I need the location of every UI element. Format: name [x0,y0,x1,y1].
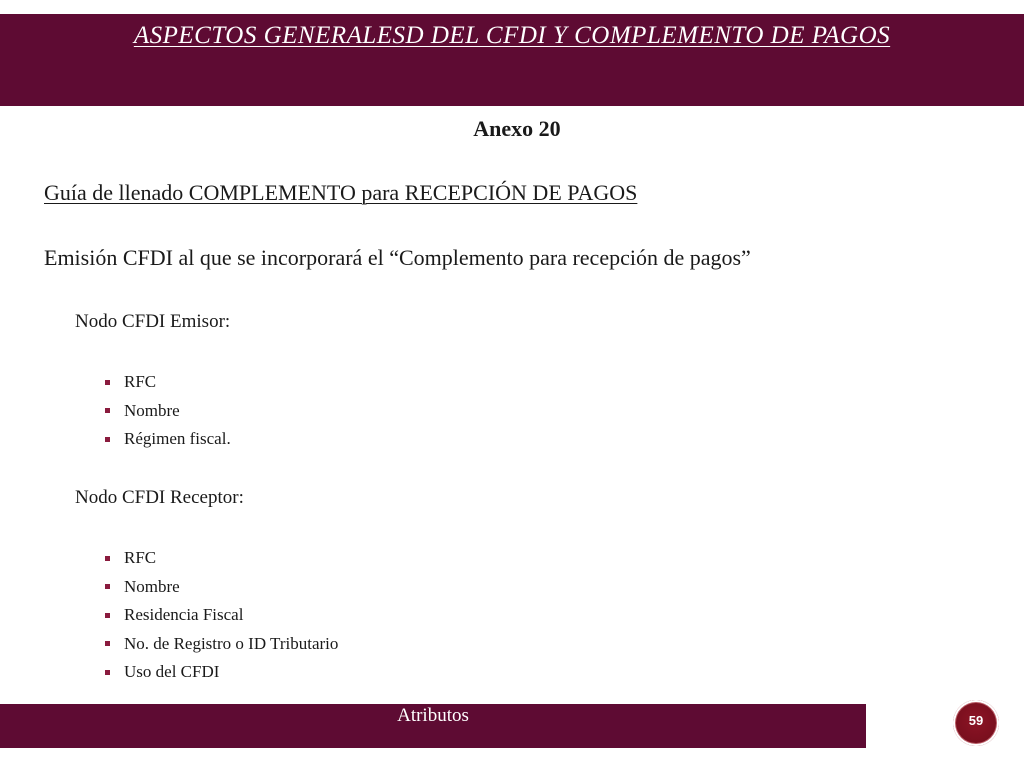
list-item [105,630,338,659]
list-item-label: Nombre [124,400,180,420]
annex-heading: Anexo 20 [473,116,561,141]
list-item [105,544,338,573]
list-item-label: No. de Registro o ID Tributario [124,633,339,653]
list-item [105,601,338,630]
list-item [105,573,338,602]
emission-text: Emisión CFDI al que se incorporará el “Complemento para recepción de pagos” [44,245,751,270]
emisor-attribute-list [105,368,231,454]
list-item [105,658,338,687]
slide-title: ASPECTOS GENERALESD DEL CFDI Y COMPLEMENTO DE PAGOS [133,22,891,49]
list-item [105,368,231,397]
square-bullet-icon [105,641,110,646]
list-item-label: Régimen fiscal. [124,429,231,449]
square-bullet-icon [105,613,110,618]
square-bullet-icon [105,380,110,385]
list-item-label: RFC [124,372,157,392]
page-number: 59 [968,713,984,728]
list-item-label: RFC [124,548,157,568]
square-bullet-icon [105,437,110,442]
list-item-label: Uso del CFDI [124,662,220,682]
receptor-node-heading: Nodo CFDI Receptor: [75,487,244,508]
square-bullet-icon [105,670,110,675]
square-bullet-icon [105,584,110,589]
list-item-label: Nombre [124,576,180,596]
guide-title: Guía de llenado COMPLEMENTO para RECEPCIÓN DE PAGOS [44,180,638,205]
square-bullet-icon [105,556,110,561]
square-bullet-icon [105,408,110,413]
list-item [105,425,231,454]
list-item-label: Residencia Fiscal [124,605,244,625]
receptor-attribute-list [105,544,338,687]
emisor-node-heading: Nodo CFDI Emisor: [75,311,231,332]
footer-label: Atributos [397,705,469,726]
list-item [105,397,231,426]
